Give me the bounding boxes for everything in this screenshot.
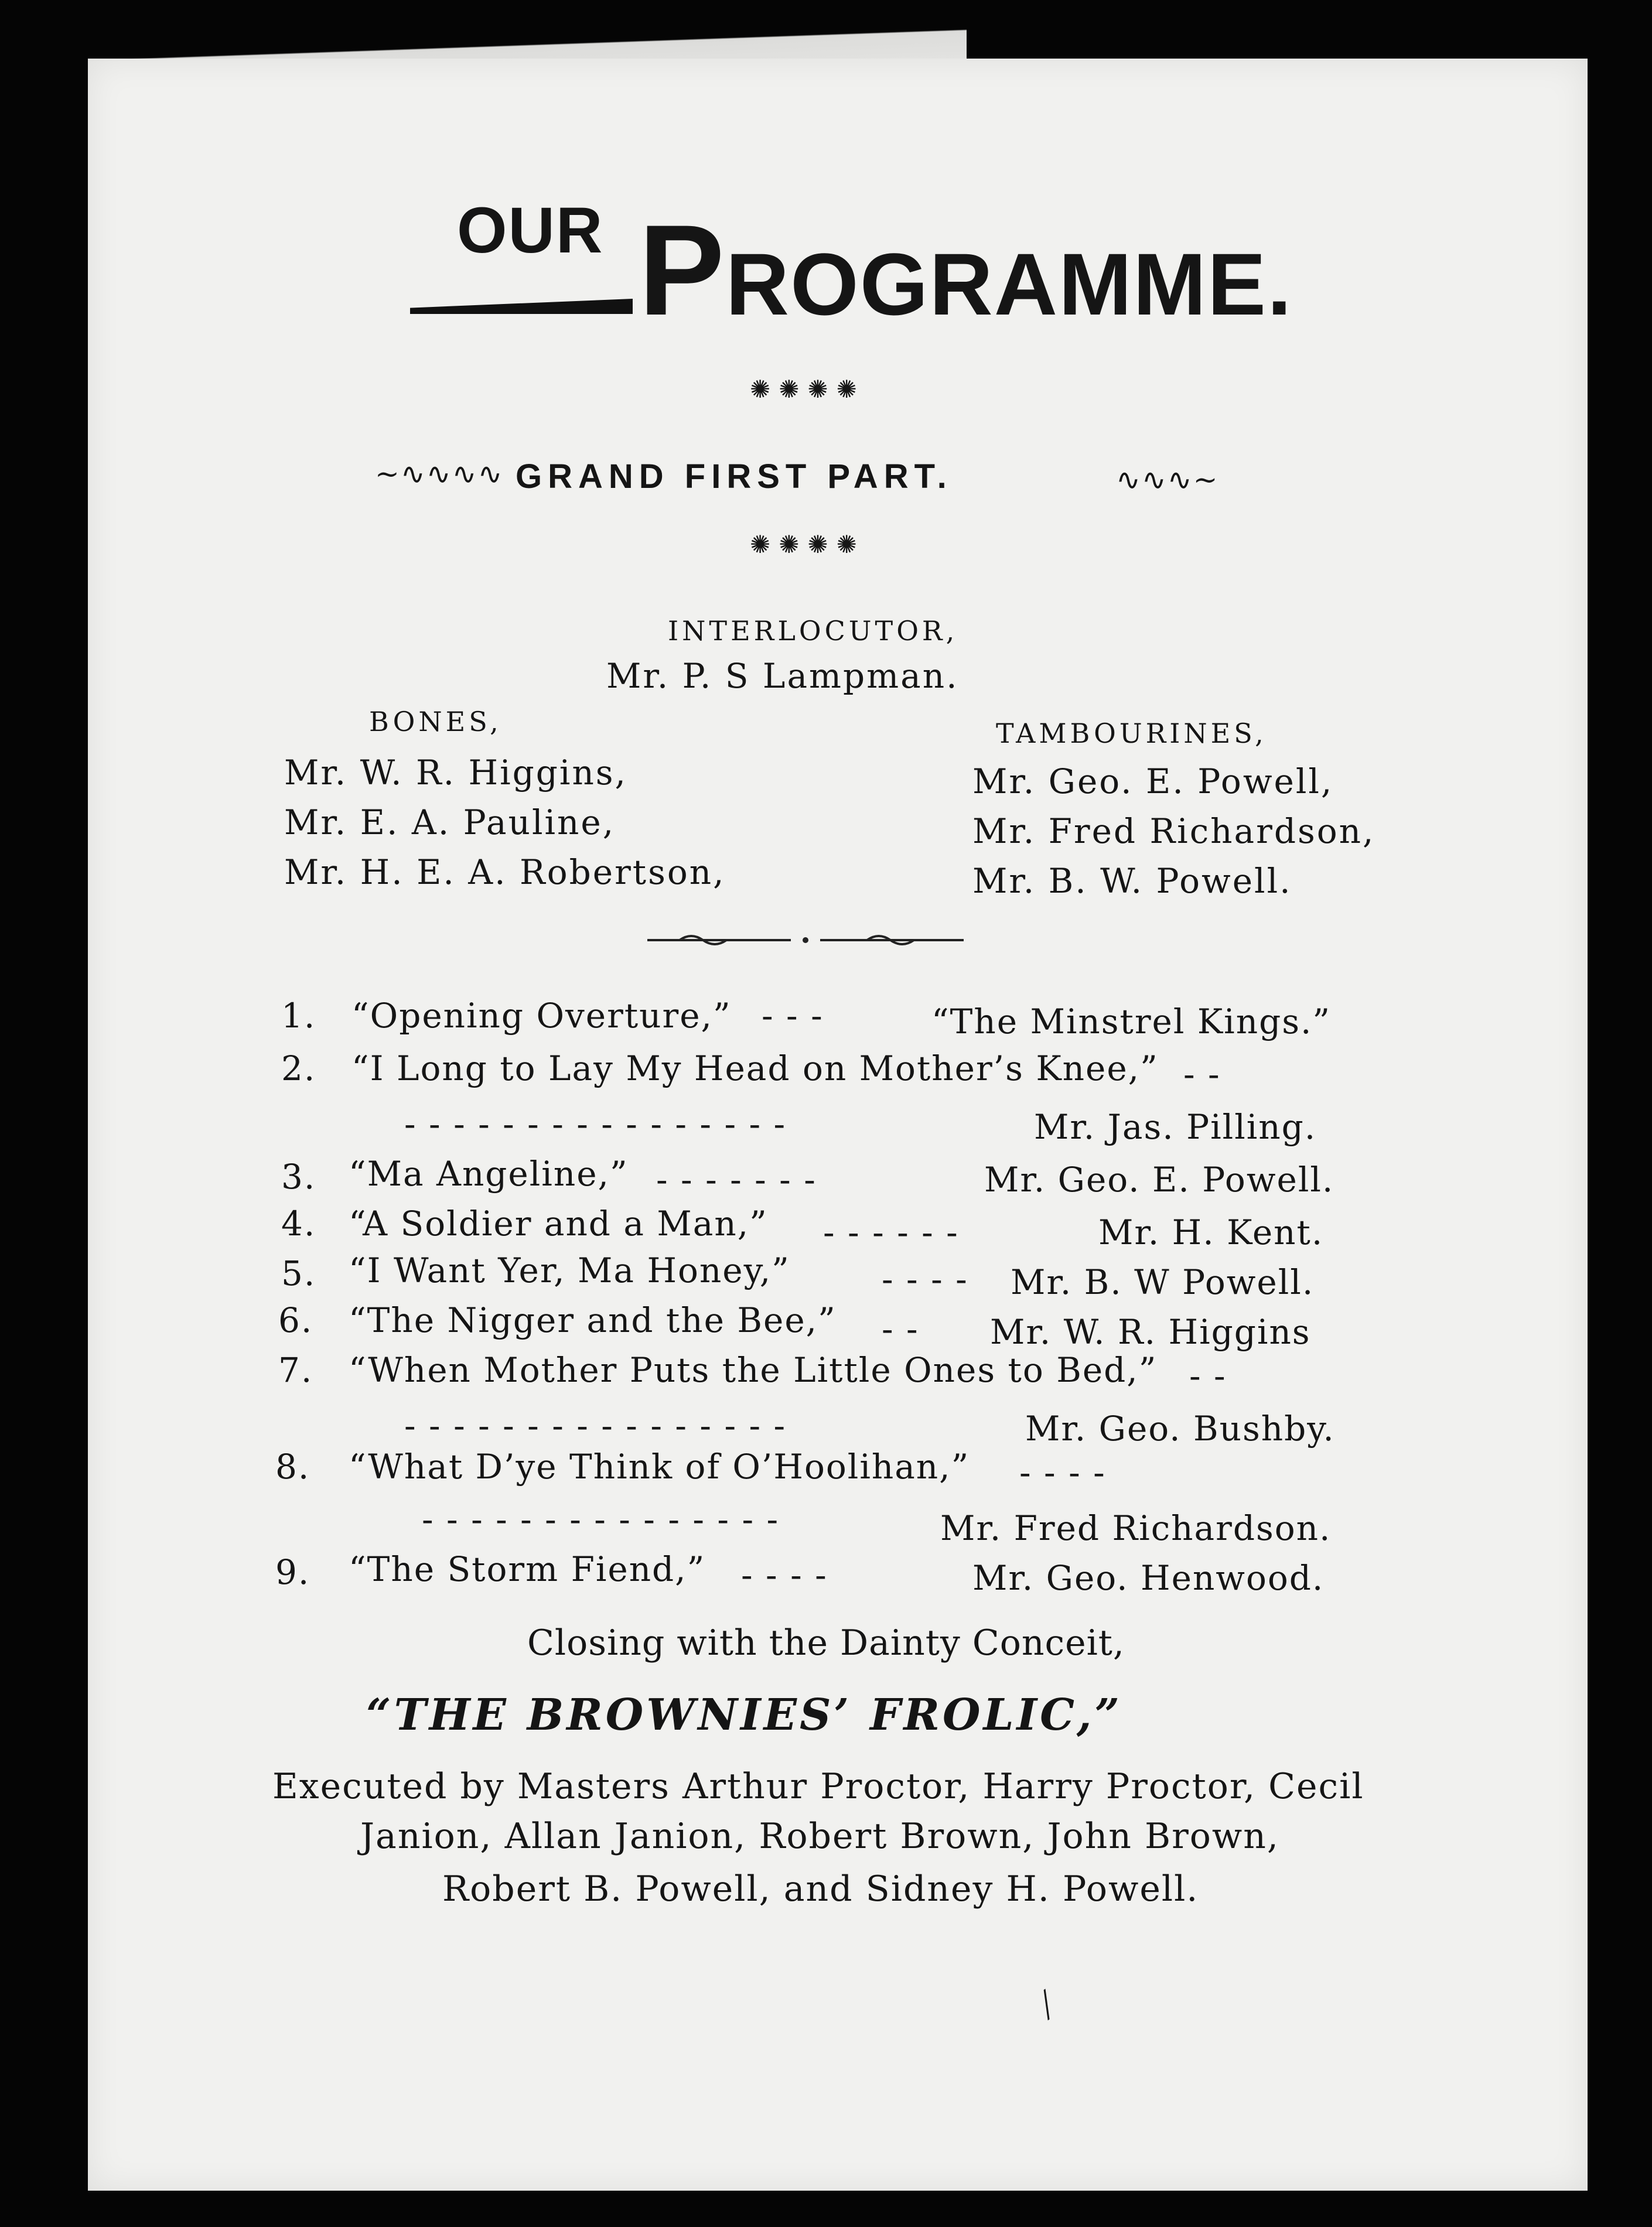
- tambourines-label: TAMBOURINES,: [996, 718, 1267, 749]
- bones-name: Mr. W. R. Higgins,: [284, 753, 627, 793]
- programme-number: 4.: [281, 1204, 316, 1244]
- closing-intro: Closing with the Dainty Conceit,: [527, 1623, 1125, 1664]
- programme-dashes: - - - - - - - - - - - - - - - -: [404, 1104, 787, 1144]
- title-our: OUR: [457, 194, 604, 267]
- programme-dashes: - -: [882, 1309, 919, 1349]
- programme-dashes: - -: [1183, 1054, 1221, 1094]
- title-programme-initial: P: [639, 198, 726, 342]
- programme-dashes: - - - -: [741, 1555, 828, 1595]
- programme-dashes: - - - - - - - - - - - - - - -: [422, 1500, 780, 1539]
- closing-feature-title: “THE BROWNIES’ FROLIC,”: [366, 1690, 1123, 1740]
- programme-number: 6.: [278, 1300, 313, 1340]
- closing-performers-line: Executed by Masters Arthur Proctor, Harry Proctor, Cecil: [272, 1766, 1364, 1807]
- divider-ornament: [644, 931, 967, 949]
- bones-name: Mr. H. E. A. Robertson,: [284, 852, 726, 892]
- bones-name: Mr. E. A. Pauline,: [284, 802, 616, 842]
- programme-number: 9.: [275, 1552, 310, 1592]
- star-ornament-top: ✺✺✺✺: [750, 375, 865, 404]
- programme-dashes: - - -: [762, 996, 824, 1036]
- programme-title: “Ma Angeline,”: [349, 1154, 629, 1194]
- programme-performer: Mr. H. Kent.: [1098, 1212, 1324, 1252]
- programme-number: 5.: [281, 1253, 316, 1293]
- stray-mark: ╱: [1033, 1990, 1061, 2020]
- programme-title: “I Long to Lay My Head on Mother’s Knee,”: [351, 1048, 1159, 1088]
- tambourines-name: Mr. B. W. Powell.: [972, 861, 1292, 901]
- programme-number: 2.: [281, 1048, 316, 1088]
- programme-dashes: - -: [1189, 1356, 1227, 1396]
- programme-performer: Mr. Geo. E. Powell.: [984, 1160, 1334, 1200]
- closing-performers-line: Robert B. Powell, and Sidney H. Powell.: [442, 1869, 1199, 1910]
- programme-performer: Mr. Geo. Henwood.: [972, 1558, 1325, 1598]
- programme-title: “A Soldier and a Man,”: [349, 1204, 768, 1244]
- bones-label: BONES,: [369, 706, 502, 737]
- title-programme: [639, 196, 1293, 344]
- title-programme-rest: ROGRAMME.: [725, 235, 1293, 333]
- tambourines-name: Mr. Geo. E. Powell,: [972, 761, 1334, 801]
- programme-performer: “The Minstrel Kings.”: [931, 1002, 1332, 1041]
- programme-dashes: - - - -: [1019, 1453, 1106, 1492]
- programme-title: “The Nigger and the Bee,”: [349, 1300, 837, 1340]
- programme-title: “When Mother Puts the Little Ones to Bed,”: [349, 1350, 1158, 1390]
- flourish-right: ∿∿∿~: [1116, 463, 1219, 497]
- programme-dashes: - - - -: [882, 1259, 968, 1299]
- programme-number: 7.: [278, 1350, 313, 1390]
- interlocutor-label: INTERLOCUTOR,: [668, 615, 958, 647]
- programme-title: “The Storm Fiend,”: [349, 1549, 706, 1589]
- programme-performer: Mr. Fred Richardson.: [940, 1508, 1332, 1548]
- programme-dashes: - - - - - - - - - - - - - - - -: [404, 1406, 787, 1446]
- programme-title: “Opening Overture,”: [351, 996, 732, 1036]
- interlocutor-name: Mr. P. S Lampman.: [606, 656, 959, 696]
- flourish-left: ~∿∿∿∿: [375, 457, 504, 491]
- programme-number: 3.: [281, 1157, 316, 1197]
- programme-title: “I Want Yer, Ma Honey,”: [349, 1251, 790, 1290]
- programme-performer: Mr. Jas. Pilling.: [1034, 1107, 1317, 1147]
- part-heading: GRAND FIRST PART.: [516, 457, 953, 496]
- tambourines-name: Mr. Fred Richardson,: [972, 811, 1375, 851]
- programme-title: “What D’ye Think of O’Hoolihan,”: [349, 1447, 970, 1487]
- programme-number: 1.: [281, 996, 316, 1036]
- programme-number: 8.: [275, 1447, 310, 1487]
- star-ornament-bottom: ✺✺✺✺: [750, 530, 865, 559]
- programme-performer: Mr. W. R. Higgins: [990, 1312, 1311, 1352]
- closing-performers-line: Janion, Allan Janion, Robert Brown, John Brown,: [360, 1816, 1279, 1857]
- programme-dashes: - - - - - -: [823, 1212, 959, 1252]
- programme-performer: Mr. Geo. Bushby.: [1025, 1409, 1335, 1449]
- programme-dashes: - - - - - - -: [656, 1160, 817, 1200]
- programme-performer: Mr. B. W Powell.: [1011, 1262, 1315, 1302]
